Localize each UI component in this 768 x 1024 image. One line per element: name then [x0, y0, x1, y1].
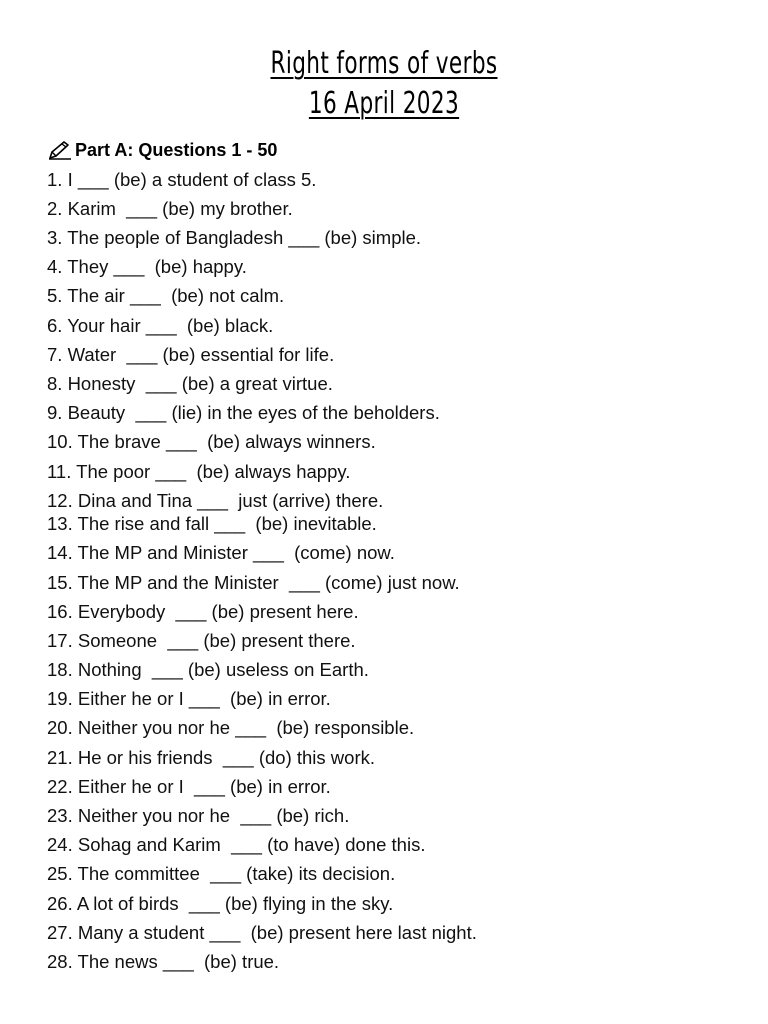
question-item: 2. Karim ___ (be) my brother. [47, 198, 293, 219]
question-item: 28. The news ___ (be) true. [47, 951, 280, 972]
question-item: 19. Either he or I ___ (be) in error. [47, 688, 331, 709]
question-item: 18. Nothing ___ (be) useless on Earth. [47, 659, 369, 680]
question-item: 3. The people of Bangladesh ___ (be) simple. [47, 227, 422, 248]
question-item: 15. The MP and the Minister ___ (come) just now. [47, 572, 460, 593]
question-item: 24. Sohag and Karim ___ (to have) done this. [47, 834, 426, 855]
question-item: 10. The brave ___ (be) always winners. [47, 431, 376, 452]
question-item: 25. The committee ___ (take) its decision. [47, 863, 396, 884]
title-block [0, 44, 768, 124]
question-item: 4. They ___ (be) happy. [47, 256, 247, 277]
question-item: 11. The poor ___ (be) always happy. [47, 461, 351, 482]
pencil-icon [47, 139, 73, 161]
question-item: 17. Someone ___ (be) present there. [47, 630, 356, 651]
question-item: 26. A lot of birds ___ (be) flying in the sky. [47, 893, 394, 914]
page-title: Right forms of verbs [270, 46, 498, 81]
question-item: 8. Honesty ___ (be) a great virtue. [47, 373, 333, 394]
section-heading-text: Part A: Questions 1 - 50 [75, 139, 278, 160]
question-item: 1. I ___ (be) a student of class 5. [47, 169, 317, 190]
question-item: 21. He or his friends ___ (do) this work. [47, 747, 376, 768]
page-date: 16 April 2023 [308, 86, 460, 121]
question-item: 6. Your hair ___ (be) black. [47, 315, 274, 336]
question-item: 27. Many a student ___ (be) present here last night. [47, 922, 477, 943]
question-item: 5. The air ___ (be) not calm. [47, 285, 285, 306]
question-item: 9. Beauty ___ (lie) in the eyes of the beholders. [47, 402, 440, 423]
question-item: 12. Dina and Tina ___ just (arrive) there. [47, 490, 384, 511]
question-item: 7. Water ___ (be) essential for life. [47, 344, 335, 365]
question-item: 13. The rise and fall ___ (be) inevitable. [47, 513, 377, 534]
question-item: 23. Neither you nor he ___ (be) rich. [47, 805, 350, 826]
question-item: 16. Everybody ___ (be) present here. [47, 601, 359, 622]
question-item: 14. The MP and Minister ___ (come) now. [47, 542, 395, 563]
question-item: 22. Either he or I ___ (be) in error. [47, 776, 331, 797]
question-item: 20. Neither you nor he ___ (be) responsible. [47, 717, 415, 738]
section-heading [47, 139, 277, 161]
